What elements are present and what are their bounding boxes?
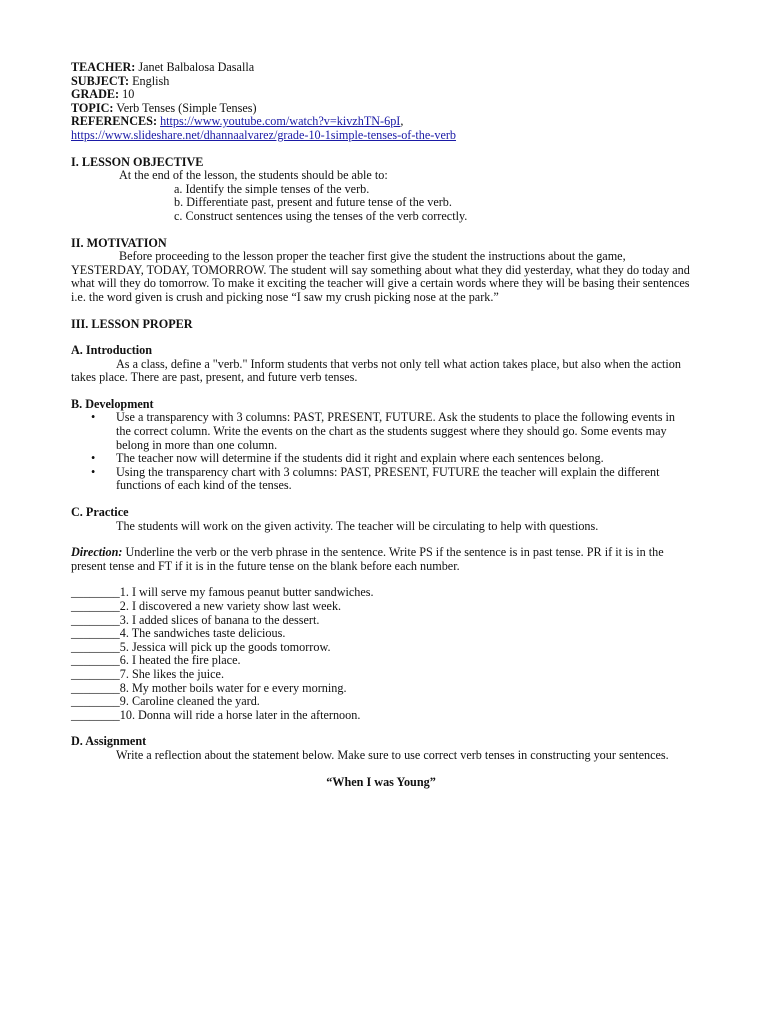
list-item: • Use a transparency with 3 columns: PAST, PRESENT, FUTURE. Ask the students to place the following events in the correct column. Write the events on the chart as the students suggest where they should go. Some events may belong in more than one column. — [91, 410, 675, 452]
exercise-item: ________2. I discovered a new variety show last week. — [71, 599, 342, 613]
subject-value: English — [132, 73, 170, 88]
assignment-text: Write a reflection about the statement below. Make sure to use correct verb tenses in constructing your sentences. — [116, 747, 669, 762]
assignment-statement: “When I was Young” — [326, 774, 436, 789]
exercise-item: ________7. She likes the juice. — [71, 666, 224, 681]
teacher-name: Janet Balbalosa Dasalla — [138, 60, 255, 74]
section-heading: III. LESSON PROPER — [71, 316, 193, 331]
subsection-practice — [71, 506, 691, 533]
section-heading: I. LESSON OBJECTIVE — [71, 154, 204, 169]
exercise-item: ________4. The sandwiches taste delicious. — [71, 626, 286, 641]
exercise-item: ________5. Jessica will pick up the goods tomorrow. — [71, 639, 331, 654]
reference-link-slideshare[interactable]: https://www.slideshare.net/dhannaalvarez/grade-10-1simple-tenses-of-the-verb — [71, 127, 457, 142]
exercise-item: ________6. I heated the fire place. — [71, 653, 241, 668]
direction-label: Direction: — [71, 545, 123, 560]
list-item: • The teacher now will determine if the students did it right and explain where each sentences belong. — [91, 451, 604, 466]
exercise-item: ________8. My mother boils water for e every morning. — [71, 680, 347, 695]
objective-intro: At the end of the lesson, the students should be able to: — [119, 168, 388, 183]
references-line-2 — [71, 129, 691, 143]
list-item: b. Differentiate past, present and future tense of the verb. — [174, 195, 452, 210]
subject-line: SUBJECT: English — [71, 73, 170, 88]
subsection-heading: B. Development — [71, 396, 154, 411]
subsection-heading: A. Introduction — [71, 343, 153, 358]
list-item: • Using the transparency chart with 3 columns: PAST, PRESENT, FUTURE the teacher will explain the different functions of each kind of the tenses. — [91, 464, 660, 493]
subsection-heading: C. Practice — [71, 505, 129, 520]
section-motivation — [71, 237, 691, 305]
topic-line: TOPIC: Verb Tenses (Simple Tenses) — [71, 100, 257, 115]
bullet-icon: • — [91, 451, 96, 466]
exercise-list — [71, 586, 691, 722]
references-line: REFERENCES: https://www.youtube.com/watch?v=kivzhTN-6pI, — [71, 114, 404, 129]
subsection-heading: D. Assignment — [71, 734, 147, 749]
subsection-development — [71, 398, 691, 493]
section-objective — [71, 156, 691, 224]
topic-value: Verb Tenses (Simple Tenses) — [116, 100, 257, 115]
motivation-text: Before proceeding to the lesson proper the teacher first give the student the instructions about the game, YESTERDAY, TODAY, TOMORROW. The student will say something about what they did yesterday, what they do today and what will they do tomorrow. To make it exciting the teacher will give a certain words where they will be basing their sentences i.e. the word given is crush and picking nose “I saw my crush picking nose at the park.” — [71, 249, 690, 304]
subsection-introduction — [71, 344, 691, 385]
reference-link-youtube[interactable]: https://www.youtube.com/watch?v=kivzhTN-6pI — [160, 114, 401, 129]
grade-value: 10 — [122, 87, 135, 102]
direction-block — [71, 546, 691, 573]
bullet-icon: • — [91, 464, 96, 479]
practice-text: The students will work on the given activity. The teacher will be circulating to help with questions. — [116, 518, 599, 533]
exercise-item: ________3. I added slices of banana to the dessert. — [71, 612, 320, 627]
direction-text: Direction: Underline the verb or the verb phrase in the sentence. Write PS if the sentence is in past tense. PR if it is in the present tense and FT if it is in the future tense on the blank before each number. — [71, 545, 664, 573]
teacher-line: TEACHER: Janet Balbalosa Dasalla — [71, 60, 255, 74]
exercise-item: ________9. Caroline cleaned the yard. — [71, 694, 260, 709]
objective-list — [71, 183, 691, 224]
introduction-text: As a class, define a "verb." Inform students that verbs not only tell what action takes place, but also when the action takes place. There are past, present, and future verb tenses. — [71, 356, 681, 385]
development-list — [71, 411, 691, 493]
exercise-item: ________10. Donna will ride a horse later in the afternoon. — [71, 707, 361, 722]
section-lesson-proper — [71, 318, 691, 332]
bullet-icon: • — [91, 410, 96, 425]
list-item: a. Identify the simple tenses of the verb. — [174, 181, 370, 196]
exercise-item: ________1. I will serve my famous peanut butter sandwiches. — [71, 585, 374, 600]
header-block — [71, 61, 691, 143]
lesson-plan — [71, 61, 691, 789]
grade-line: GRADE: 10 — [71, 87, 135, 102]
section-heading: II. MOTIVATION — [71, 235, 167, 250]
subsection-assignment — [71, 735, 691, 789]
list-item: c. Construct sentences using the tenses of the verb correctly. — [174, 208, 468, 223]
